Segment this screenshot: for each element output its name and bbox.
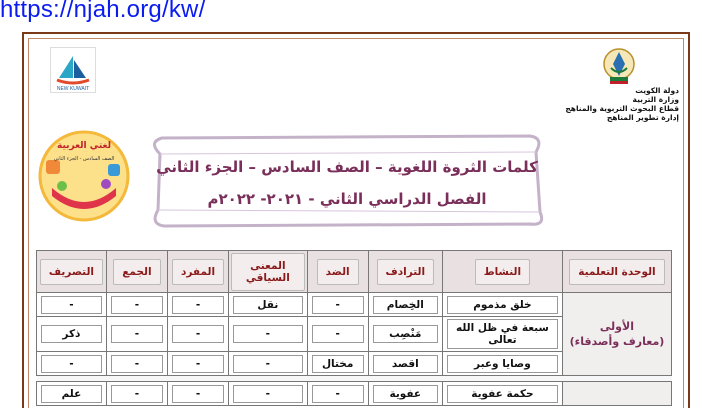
table-cell <box>106 382 167 406</box>
header-context-meaning <box>229 251 308 293</box>
header-label: الوحدة التعلمية <box>569 259 664 285</box>
cell-text: - <box>172 385 224 403</box>
table-cell <box>229 352 308 376</box>
table-cell <box>167 317 228 352</box>
cell-text: - <box>312 296 364 314</box>
sail-logo-icon <box>51 48 95 92</box>
cell-text: - <box>111 296 163 314</box>
cell-text: - <box>111 355 163 373</box>
table-cell <box>307 382 368 406</box>
cell-text: - <box>172 355 224 373</box>
ministry-line: قطاع البحوث التربوية والمناهج <box>565 104 679 113</box>
header-label: التصريف <box>40 259 103 285</box>
header-label: الجمع <box>113 259 160 285</box>
kuwait-emblem-icon <box>601 46 637 86</box>
title-banner <box>148 132 546 230</box>
table-cell <box>229 382 308 406</box>
ministry-line: وزارة التربية <box>632 95 679 104</box>
ministry-line: إدارة تطوير المناهج <box>606 113 679 122</box>
cell-text: - <box>233 385 303 403</box>
cell-text: - <box>312 325 364 343</box>
unit-label: الأولى (معارف وأصدقاء) <box>569 320 665 348</box>
header-conjugation <box>37 251 107 293</box>
table-cell <box>167 382 228 406</box>
table-cell <box>307 352 368 376</box>
cell-text: مَنْصِب <box>373 325 438 343</box>
cell-text: - <box>233 355 303 373</box>
table-cell <box>368 382 442 406</box>
header-activity <box>442 251 562 293</box>
cell-text: - <box>233 325 303 343</box>
header-synonym <box>368 251 442 293</box>
unit-cell <box>562 382 671 406</box>
cell-text: الخِصام <box>373 296 438 314</box>
cell-text: عفوية <box>373 385 438 403</box>
table-cell <box>167 352 228 376</box>
table-cell <box>37 317 107 352</box>
table-cell <box>37 382 107 406</box>
ministry-text <box>539 86 679 122</box>
header-label: النشاط <box>475 259 530 285</box>
table-cell <box>368 317 442 352</box>
table-cell <box>37 293 107 317</box>
cell-text: اقصد <box>373 355 438 373</box>
cell-text: - <box>172 296 224 314</box>
table-cell <box>442 293 562 317</box>
table-header-row <box>37 251 672 293</box>
cell-text: حكمة عفوية <box>447 385 558 403</box>
table-cell <box>442 352 562 376</box>
table-cell <box>368 352 442 376</box>
cell-text: خلق مذموم <box>447 296 558 314</box>
table-cell <box>442 317 562 352</box>
table-cell <box>442 382 562 406</box>
cell-text: - <box>41 355 102 373</box>
vocabulary-table <box>36 250 672 406</box>
unit-cell <box>562 293 671 376</box>
book-subtitle: الصف السادس - الجزء الثاني <box>53 156 115 162</box>
cell-text: - <box>111 325 163 343</box>
table-cell <box>106 352 167 376</box>
cell-text: - <box>172 325 224 343</box>
banner-frame-icon <box>148 132 546 230</box>
cell-text: - <box>41 296 102 314</box>
table-cell <box>307 293 368 317</box>
table-cell <box>37 352 107 376</box>
header-label: المفرد <box>172 259 224 285</box>
table-cell <box>167 293 228 317</box>
header-label: المعنى السياقي <box>231 253 305 291</box>
cell-text: مختال <box>312 355 364 373</box>
cell-text: نقل <box>233 296 303 314</box>
cell-text: علم <box>41 385 102 403</box>
cell-text: - <box>312 385 364 403</box>
table-cell <box>106 293 167 317</box>
header-antonym <box>307 251 368 293</box>
table-cell <box>368 293 442 317</box>
header-label: الترادف <box>377 259 435 285</box>
cell-text: سبعة في ظل الله تعالى <box>447 319 558 349</box>
table-row <box>37 382 672 406</box>
table-cell <box>229 317 308 352</box>
header-singular <box>167 251 228 293</box>
page-subtitle: الفصل الدراسي الثاني - ٢٠٢١- ٢٠٢٢م <box>207 190 487 208</box>
cell-text: - <box>111 385 163 403</box>
new-kuwait-logo <box>50 47 96 93</box>
table-cell <box>229 293 308 317</box>
cell-text: ذكر <box>41 325 102 343</box>
cell-text: وصايا وعبر <box>447 355 558 373</box>
header-label: الضد <box>317 259 359 285</box>
table-row <box>37 293 672 317</box>
table-cell <box>106 317 167 352</box>
logo-text: NEW KUWAIT <box>56 86 90 92</box>
header-unit <box>562 251 671 293</box>
book-cover-image <box>32 124 136 222</box>
header-plural <box>106 251 167 293</box>
page-title: كلمات الثروة اللغوية – الصف السادس – الجزء الثاني <box>156 158 538 176</box>
source-url[interactable]: https://njah.org/kw/ <box>0 0 206 23</box>
book-title: لغتي العربية <box>56 141 112 151</box>
table-cell <box>307 317 368 352</box>
ministry-line: دولة الكويت <box>635 86 679 95</box>
